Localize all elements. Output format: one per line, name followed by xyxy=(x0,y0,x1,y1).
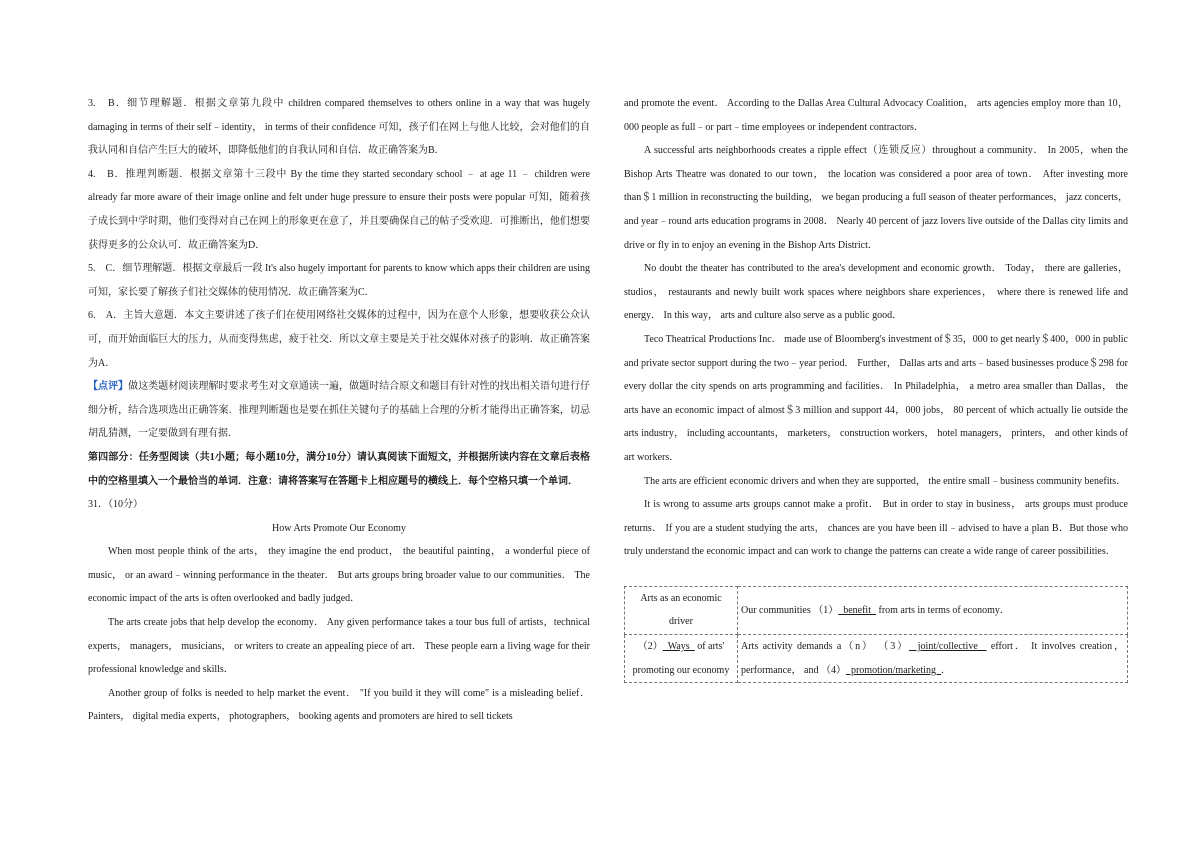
comment-text: 做这类题材阅读理解时要求考生对文章通读一遍，做题时结合原文和题目有针对性的找出相关语句进行仔细分析，结合选项选出正确答案．推理判断题也是要在抓住关键句子的基础上合理的分析才能得出正确答案，切忌胡乱猜测，一定要做到有理有据． xyxy=(88,381,591,440)
cell-text: Arts activity demands a（n） （3） xyxy=(741,641,909,653)
passage-paragraph-6: Teco Theatrical Productions Inc． made use of Bloomberg's investment of＄35，000 to get nearly＄400，000 in public and private sector support during the two﹣year period． Further， Dallas arts and arts﹣based businesses produce＄298 for every dollar the city spends on arts programming and facilities． In Philadelphia， a metro area smaller than Dallas， the arts have an economic impact of almost＄3 million and support 44，000 jobs， 80 percent of which actually lie outside the arts industry， including accountants， marketers， construction workers， hotel managers， printers， and other kinds of art workers． xyxy=(624,333,1128,463)
cell-text: ． xyxy=(940,664,951,676)
passage-paragraph-8: It is wrong to assume arts groups cannot make a profit． But in order to stay in business， arts groups must produce returns． If you are a student studying the arts， chances are you have been ill﹣advised to have a plan B．But those who truly understand the economic impact and can work to change the patterns can create a wide range of career possibilities． xyxy=(624,499,1128,558)
table-cell xyxy=(738,635,1128,683)
answer-q4: 4. B．推理判断题．根据文章第十三段中 By the time they started secondary school ﹣ at age 11 ﹣ children were already far more aware of their image online and felt under huge pressure to ensure their posts were popular 可知，随着孩子成长到中学时期，他们变得对自己在网上的形象更在意了，并且要确保自己的帖子受欢迎．可推断出，他们想要获得更多的公众认可．故正确答案为D． xyxy=(88,168,590,251)
table-cell-header: Arts as an economic driver xyxy=(625,586,738,634)
cell-text: effort． It involves creation，performance， and （4） xyxy=(741,641,1124,676)
answer-blank-1: benefit xyxy=(838,604,876,616)
passage-paragraph-3-cont: and promote the event． According to the Dallas Area Cultural Advocacy Coalition， arts agencies employ more than 10，000 people as full﹣or part﹣time employees or independent contractors． xyxy=(624,98,1128,133)
comment-paragraph xyxy=(88,375,590,446)
passage-paragraph-4: A successful arts neighborhoods creates a ripple effect（连锁反应）throughout a community． In 2005，when the Bishop Arts Theatre was donated to our town， the location was considered a poor area of town． After investing more than＄1 million in reconstructing the building， we began producing a full season of theater performances， jazz concerts， and year﹣round arts education programs in 2008． Nearly 40 percent of jazz lovers live outside of the Dallas city limits and drive or fly in to enjoy an evening in the Bishop Arts District． xyxy=(624,145,1128,251)
passage-paragraph-1: When most people think of the arts， they imagine the end product， the beautiful painting， a wonderful piece of music， or an award﹣winning performance in the theater． But arts groups bring broader value to our communities． The economic impact of the arts is often overlooked and badly judged． xyxy=(88,546,590,605)
question-31-label: 31．（10分） xyxy=(88,499,143,511)
passage-title: How Arts Promote Our Economy xyxy=(272,522,406,534)
answer-q6: 6. A．主旨大意题．本文主要讲述了孩子们在使用网络社交媒体的过程中，因为在意个人形象，想要收获公众认可，而开始面临巨大的压力，从而变得焦虑，疲于社交．所以文章主要是关于社交媒体对孩子的影响．故正确答案为A． xyxy=(88,310,590,369)
right-column xyxy=(624,92,1128,683)
passage-paragraph-7: The arts are efficient economic drivers and when they are supported， the entire small﹣business community benefits． xyxy=(644,475,1127,487)
part4-instructions: 第四部分：任务型阅读（共1小题；每小题10分，满分10分）请认真阅读下面短文，并根据所读内容在文章后表格中的空格里填入一个最恰当的单词．注意：请将答案写在答题卡上相应题号的横线上．每个空格只填一个单词． xyxy=(88,451,590,487)
table-cell xyxy=(738,586,1128,634)
left-column xyxy=(88,92,590,729)
cell-text: from arts in terms of economy． xyxy=(875,604,1010,616)
cell-text: （2） xyxy=(637,641,663,653)
comment-tag: 【点评】 xyxy=(88,381,129,393)
summary-table xyxy=(624,586,1128,683)
passage-paragraph-5: No doubt the theater has contributed to the area's development and economic growth． Today， there are galleries， studios， restaurants and newly built work spaces where neighbors share experiences， where there is renewed life and energy． In this way， arts and culture also serve as a public good． xyxy=(624,263,1128,322)
answer-q3: 3. B．细节理解题．根据文章第九段中 children compared themselves to others online in a way that was hugely damaging in terms of their self﹣identity， in terms of their confidence 可知，孩子们在网上与他人比较，会对他们的自我认同和自信产生巨大的破坏，即降低他们的自我认同和自信．故正确答案为B． xyxy=(88,98,590,157)
cell-text: of arts' promoting our economy xyxy=(632,641,730,676)
answer-blank-3: joint/collective xyxy=(909,641,987,653)
answer-blank-2: Ways xyxy=(662,641,695,653)
passage-paragraph-2: The arts create jobs that help develop the economy． Any given performance takes a tour bus full of artists，technical experts， managers， musicians， or writers to create an appealing piece of art． These people earn a living wage for their professional knowledge and skills． xyxy=(88,617,590,676)
table-cell-header xyxy=(625,635,738,683)
table-row xyxy=(625,586,1128,634)
table-row xyxy=(625,635,1128,683)
answer-blank-4: promotion/marketing xyxy=(845,664,941,676)
cell-text: Our communities （1） xyxy=(741,604,839,616)
passage-paragraph-3: Another group of folks is needed to help market the event． "If you build it they will come" is a misleading belief． Painters， digital media experts， photographers， booking agents and promoters are hired to sell tickets xyxy=(88,687,590,723)
answer-q5: 5. C．细节理解题．根据文章最后一段 It's also hugely important for parents to know which apps their children are using 可知，家长要了解孩子们社交媒体的使用情况．故正确答案为C． xyxy=(88,263,590,298)
